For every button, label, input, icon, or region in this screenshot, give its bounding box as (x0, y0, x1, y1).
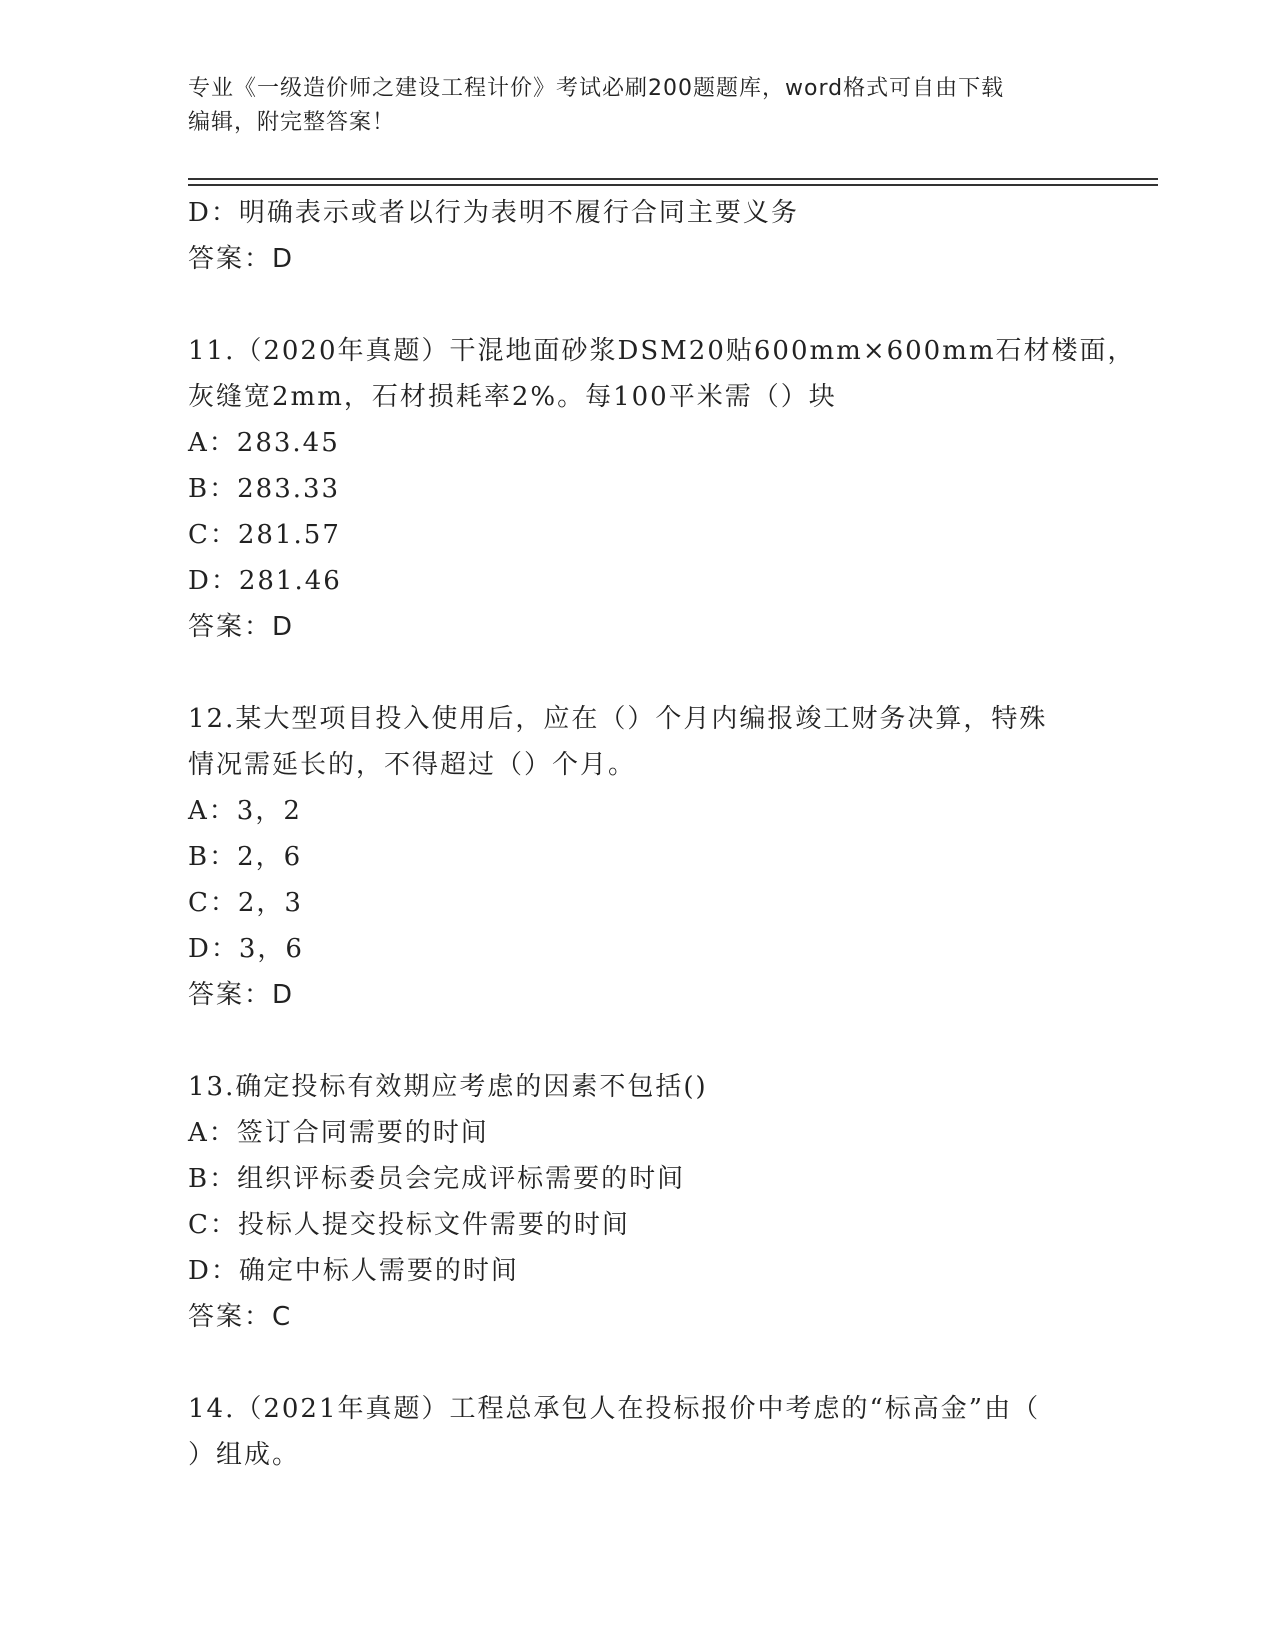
question-content (188, 190, 1136, 1478)
question-stem-line-1: 14.（2021年真题）工程总承包人在投标报价中考虑的“标高金”由（ (188, 1394, 1041, 1424)
question-12 (188, 696, 1118, 1018)
option-d: D：3，6 (188, 934, 304, 964)
question-11 (188, 328, 1136, 650)
page-header (188, 72, 1068, 140)
option-c: C：281.57 (188, 520, 341, 550)
option-a: A：签订合同需要的时间 (188, 1118, 489, 1148)
header-divider-top (188, 178, 1158, 180)
answer-line: 答案：D (188, 980, 295, 1010)
header-line-2: 编辑，附完整答案！ (188, 110, 396, 135)
option-a: A：283.45 (188, 428, 340, 458)
header-divider-bottom (188, 184, 1158, 186)
option-d: D：确定中标人需要的时间 (188, 1256, 519, 1286)
question-stem-line-1: 13.确定投标有效期应考虑的因素不包括() (188, 1072, 708, 1102)
option-b: B：组织评标委员会完成评标需要的时间 (188, 1164, 686, 1194)
previous-question-tail (188, 190, 1118, 282)
option-c: C：投标人提交投标文件需要的时间 (188, 1210, 630, 1240)
option-b: B：2，6 (188, 842, 303, 872)
header-line-1: 专业《一级造价师之建设工程计价》考试必刷200题题库，word格式可自由下载 (188, 76, 1005, 101)
answer-line: 答案：D (188, 244, 295, 274)
option-a: A：3，2 (188, 796, 302, 826)
option-b: B：283.33 (188, 474, 341, 504)
question-stem-line-2: ）组成。 (188, 1440, 301, 1470)
option-d: D：281.46 (188, 566, 342, 596)
question-13 (188, 1064, 1118, 1340)
question-stem-line-2: 情况需延长的，不得超过（）个月。 (188, 750, 637, 780)
question-stem-line-1: 11.（2020年真题）干混地面砂浆DSM20贴600mm×600mm石材楼面， (188, 336, 1136, 366)
question-stem-line-1: 12.某大型项目投入使用后，应在（）个月内编报竣工财务决算，特殊 (188, 704, 1048, 734)
answer-line: 答案：D (188, 612, 295, 642)
question-14 (188, 1386, 1118, 1478)
option-d: D：明确表示或者以行为表明不履行合同主要义务 (188, 198, 799, 228)
question-stem-line-2: 灰缝宽2mm，石材损耗率2%。每100平米需（）块 (188, 382, 837, 412)
answer-line: 答案：C (188, 1302, 293, 1332)
option-c: C：2，3 (188, 888, 303, 918)
